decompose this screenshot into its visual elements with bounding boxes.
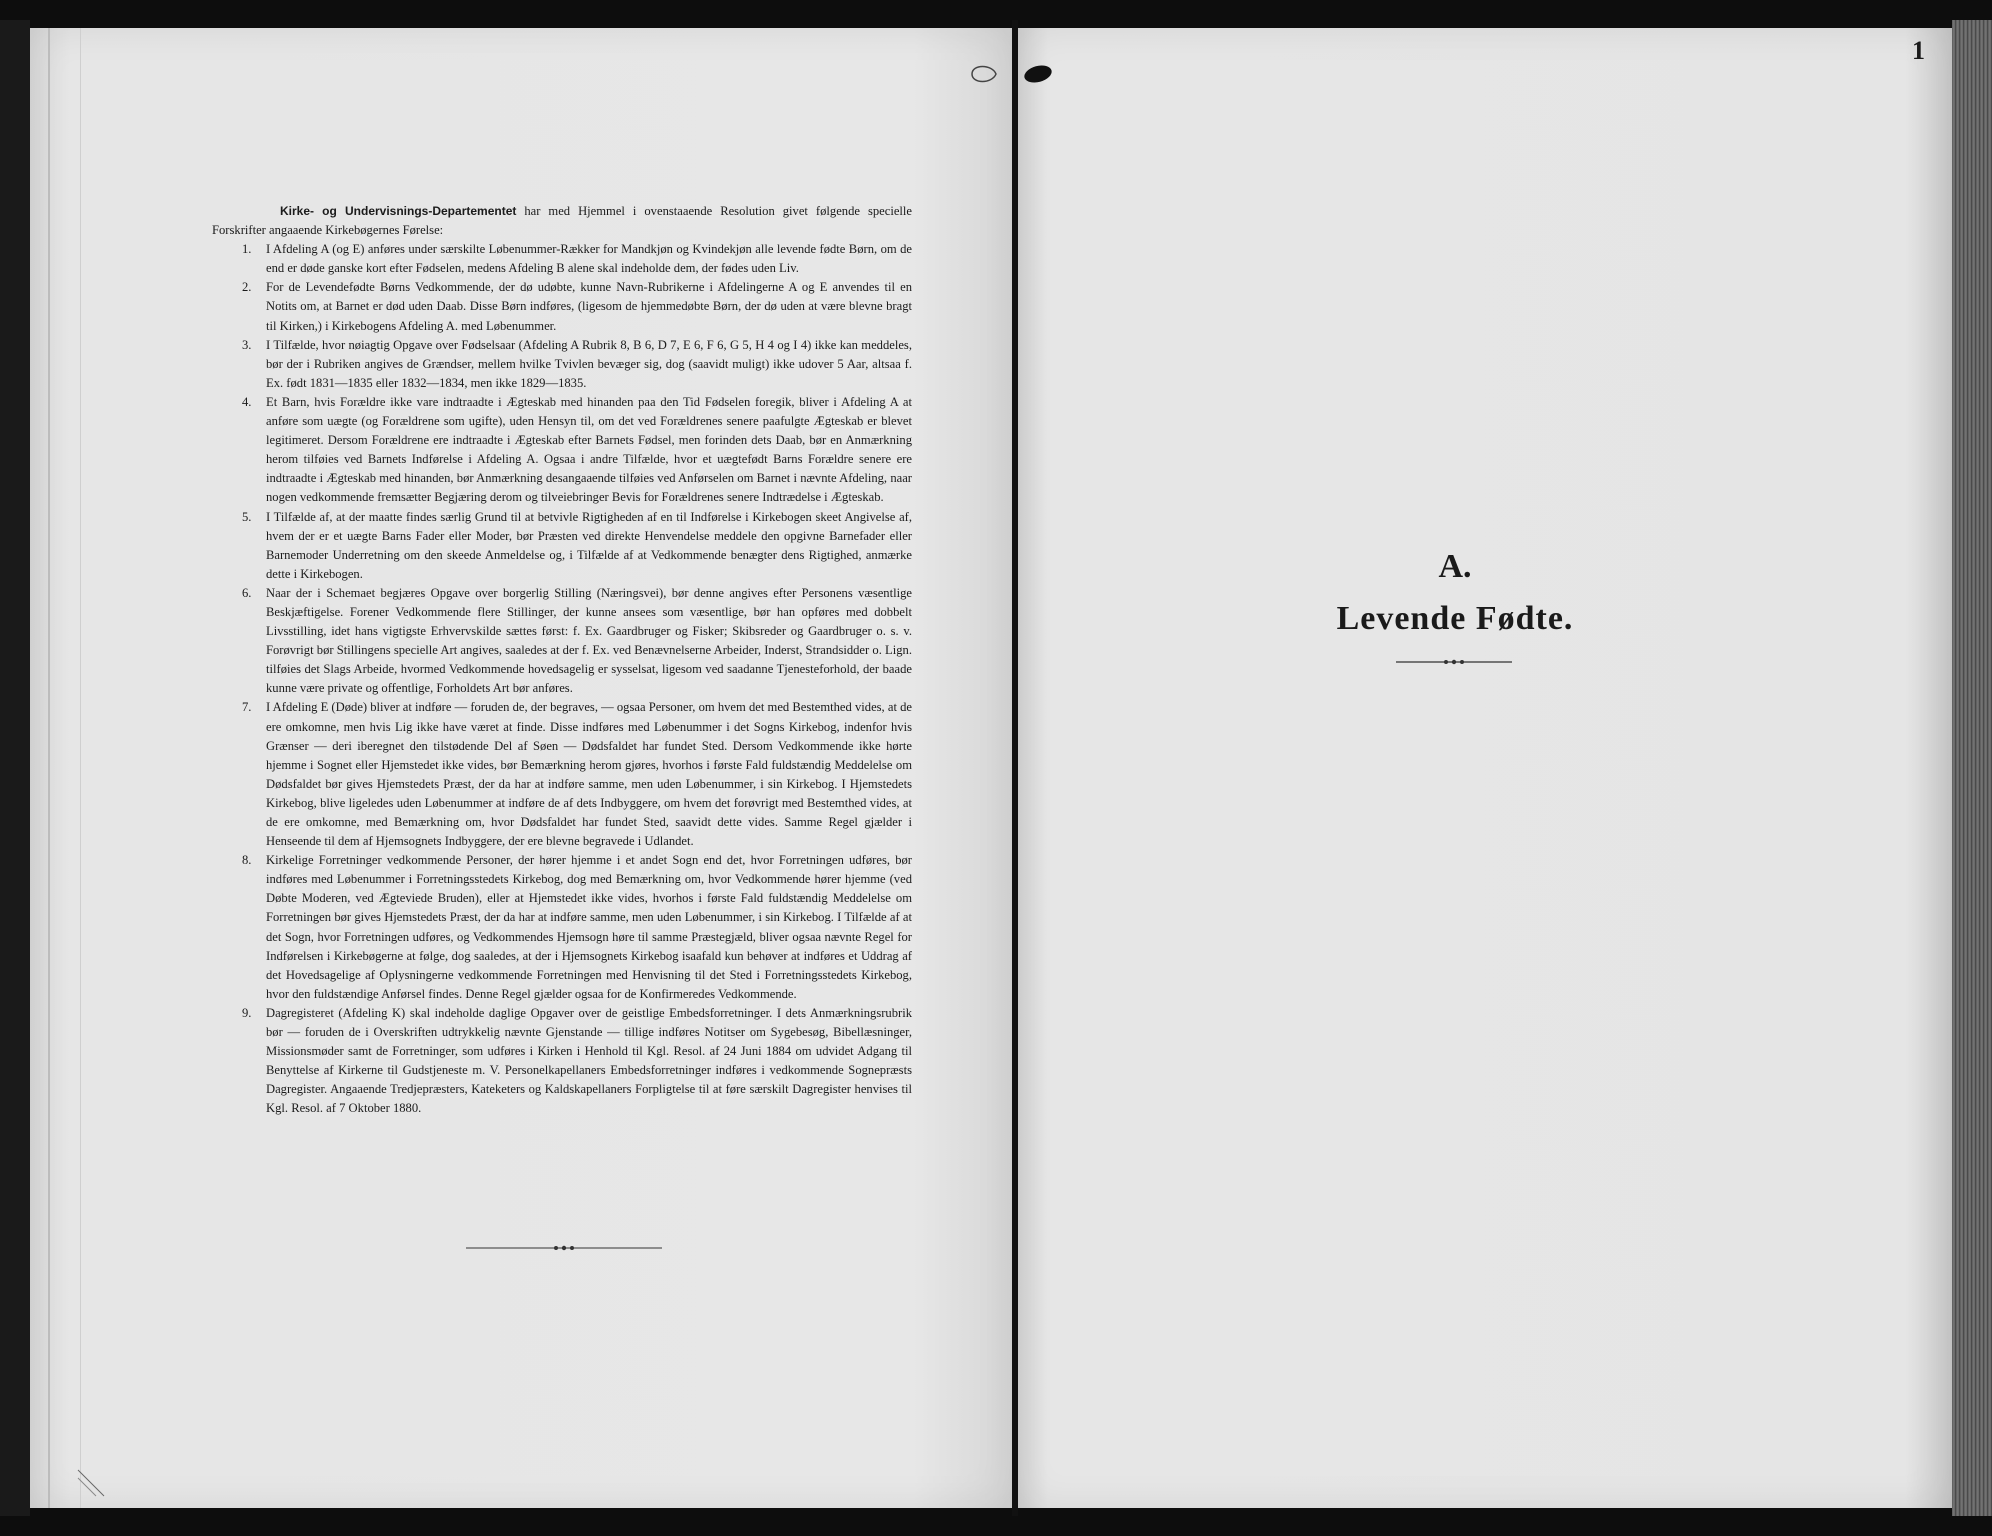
rule-text: I Afdeling E (Døde) bliver at indføre — foruden de, der begraves, — ogsaa Personer, om hvem det med Bestemthed vides, at de ere omkomne, men hvis Lig ikke have været at finde. Disse indføres med Løbenummer i det Sogns Kirkebog, indenfor hvis Grænser — deri iberegnet den tilstødende Del af Søen — Dødsfaldet har fundet Sted. Dersom Vedkommende ikke hørte hjemme i Sognet eller Hjemstedet ikke vides, bør Bemærkning herom gjøres, hvorhos i første Fald fuldstændig Meddelelse om Dødsfaldet bør gives Hjemstedets Præst, der da har at indføre samme, men uden Løbenummer, i sin Kirkebog. I Hjemstedets Kirkebog, blive ligeledes uden Løbenummer at indføre de af dets Indbyggere, om hvem det forøvrigt med Bestemthed vides, at de ere omkomne, med Bemærkning om, hvor Dødsfaldet har fundet Sted, saavidt dette vides. Samme Regel gjælder i Henseende til dem af Hjemsognets Indbyggere, der ere blevne begravede i Udlandet. [266,700,912,849]
right-page-stack-edge [1952,20,1992,1516]
left-page-rule-inner [80,28,81,1508]
rule-number: 1. [242,242,252,257]
rule-number: 7. [242,700,252,715]
regulations-text [212,202,912,1119]
rule-item [212,698,912,851]
rule-number: 2. [242,280,252,295]
rule-text: Et Barn, hvis Forældre ikke vare indtraadte i Ægteskab med hinanden paa den Tid Fødselen foregik, bliver i Afdeling A at anføre som uægte (og Forældrene som ugifte), uden Hensyn til, om det ved Forældrenes senere paafulgte Ægteskab er blevet legitimeret. Dersom Forældrene ere indtraadte i Ægteskab efter Barnets Fødsel, men forinden dets Daab, bør en Anmærkning herom tilføies ved Barnets Indførelse i Afdeling A. Ogsaa i andre Tilfælde, hvor et uægtefødt Barns Forældre senere ere indtraadte i Ægteskab med hinanden, bør Anmærkning desangaaende tilføies ved Anførselen om Barnet i nævnte Afdeling, naar nogen vedkommende fremsætter Begjæring derom og tilveiebringer Bevis for Forældrenes senere Indtrædelse i Ægteskab. [266,394,912,505]
right-page [1018,28,1952,1508]
left-page-rule [48,28,50,1508]
rule-item [212,508,912,584]
rule-item [212,584,912,699]
rule-item [212,336,912,393]
rule-number: 8. [242,853,252,868]
rule-number: 6. [242,585,252,600]
rule-text: For de Levendefødte Børns Vedkommende, der dø udøbte, kunne Navn-Rubrikerne i Afdelingerne A og E anvendes til en Notits om, at Barnet er død uden Daab. Disse Børn indføres, (ligesom de hjemmedøbte Børn, der dø uden at være blevne bragt til Kirken,) i Kirkebogens Afdeling A. med Løbenummer. [266,280,912,333]
rule-item [212,278,912,335]
rule-text: I Tilfælde, hvor nøiagtig Opgave over Fødselsaar (Afdeling A Rubrik 8, B 6, D 7, E 6, F 6, G 5, H 4 og I 4) ikke kan meddeles, bør der i Rubriken angives de Grændser, mellem hvilke Tvivlen bevæger sig, dog (saavidt muligt) ikke udover 5 Aar, altsaa f. Ex. født 1831—1835 eller 1832—1834, men ikke 1829—1835. [266,337,912,390]
rule-number: 3. [242,337,252,352]
page-corner-fold-mark [76,1468,106,1498]
rules-list [212,240,912,1118]
rule-number: 4. [242,394,252,409]
rule-item [212,393,912,508]
ornament-divider-right [1396,658,1512,666]
ornament-divider-left [466,1244,662,1252]
intro-text: har med Hjemmel i ovenstaaende Resolution givet følgende specielle Forskrifter angaaende Kirkebøgernes Førelse: [212,204,912,238]
rule-text: Kirkelige Forretninger vedkommende Personer, der hører hjemme i et andet Sogn end det, hvor Forretningen udføres, bør indføres med Løbenummer i Forretningsstedets Kirkebog, dog med Bemærkning om, hvor Vedkommende hører hjemme (ved Døbte Moderen, ved Ægteviede Bruden), eller at Hjemstedet ikke vides, hvorhos i første Fald fuldstændig Meddelelse om Forretningen bør gives Hjemstedets Præst, der da har at indføre samme, men uden Løbenummer, i sin Kirkebog. I Tilfælde af at det Sogn, hvor Forretningen udføres, og Vedkommendes Hjemsogn høre til samme Præstegjæld, bliver ogsaa nævnte Regel for Indførelsen i Kirkebøgerne at følge, dog saaledes, at der i Hjemsognets Kirkebog isaafald kun behøver at indføres et Uddrag af det Hovedsagelige af Oplysningerne vedkommende Forretningen med Henvisning til det Sted i Forretningsstedets Kirkebog, hvor den fuldstændige Anførsel findes. Denne Regel gjælder ogsaa for de Konfirmeredes Vedkommende. [266,853,912,1001]
rule-text: I Afdeling A (og E) anføres under særskilte Løbenummer-Rækker for Mandkjøn og Kvindekjøn alle levende fødte Børn, om de end er døde ganske kort efter Fødselen, medens Afdeling B alene skal indeholde dem, der fødes uden Liv. [266,242,912,276]
rule-text: I Tilfælde af, at der maatte findes særlig Grund til at betvivle Rigtigheden af en til Indførelse i Kirkebogen skeet Angivelse af, hvem der er et uægte Barns Fader eller Moder, bør Præsten ved direkte Henvendelse meddele den opgivne Barnefader eller Barnemoder Underretning om den skeede Anmeldelse og, i Tilfælde af at Vedkommende benægter dens Rigtighed, anmærke dette i Kirkebogen. [266,509,912,581]
rule-item [212,851,912,1004]
rule-item [212,1004,912,1119]
rule-text: Naar der i Schemaet begjæres Opgave over borgerlig Stilling (Næringsvei), bør denne angives efter Personens væsentlige Beskjæftigelse. Forener Vedkommende flere Stillinger, der kunne ansees som væsentlige, bør han opføres med dobbelt Livsstilling, idet hans vigtigste Erhvervskilde sættes først: f. Ex. Gaardbruger og Fisker; Skibsreder og Gaardbruger o. s. v. Forøvrigt bør Stillingens specielle Art angives, saaledes at der f. Ex. ved Benævnelserne Arbeider, Inderst, Strandsidder o. Lign. tilføies det Slags Arbeide, hvormed Vedkommende hovedsagelig er sysselsat, ligesom ved saadanne Tjenesteforhold, der baade kunne være private og offentlige, Forholdets Art bør anføres. [266,585,912,696]
section-letter: A. [1438,548,1472,585]
rule-number: 9. [242,1005,252,1020]
page-number: 1 [1912,36,1925,65]
section-title: Levende Fødte. [1336,600,1574,637]
intro-paragraph [212,202,912,240]
department-name: Kirke- og Undervisnings-Departementet [280,204,517,218]
left-book-edge [0,20,30,1516]
rule-text: Dagregisteret (Afdeling K) skal indeholde daglige Opgaver over de geistlige Embedsforretninger. I dets Anmærkningsrubrik bør — foruden de i Overskriften udtrykkelig nævnte Gjenstande — tillige indføres Notitser om Sygebesøg, Bibellæsninger, Missionsmøder samt de Forretninger, som udføres i Kirken i Henhold til Kgl. Resol. af 24 Juni 1884 om udvidet Adgang til Benyttelse af Kirkerne til Gudstjeneste m. V. Personelkapellaners Embedsforretninger indføres i vedkommende Sognepræsts Dagregister. Angaaende Tredjepræsters, Kateketers og Kaldskapellaners Forpligtelse til at føre særskilt Dagregister henvises til Kgl. Resol. af 7 Oktober 1880. [266,1005,912,1116]
rule-item [212,240,912,278]
binding-hole-marks [968,60,1058,88]
rule-number: 5. [242,509,252,524]
